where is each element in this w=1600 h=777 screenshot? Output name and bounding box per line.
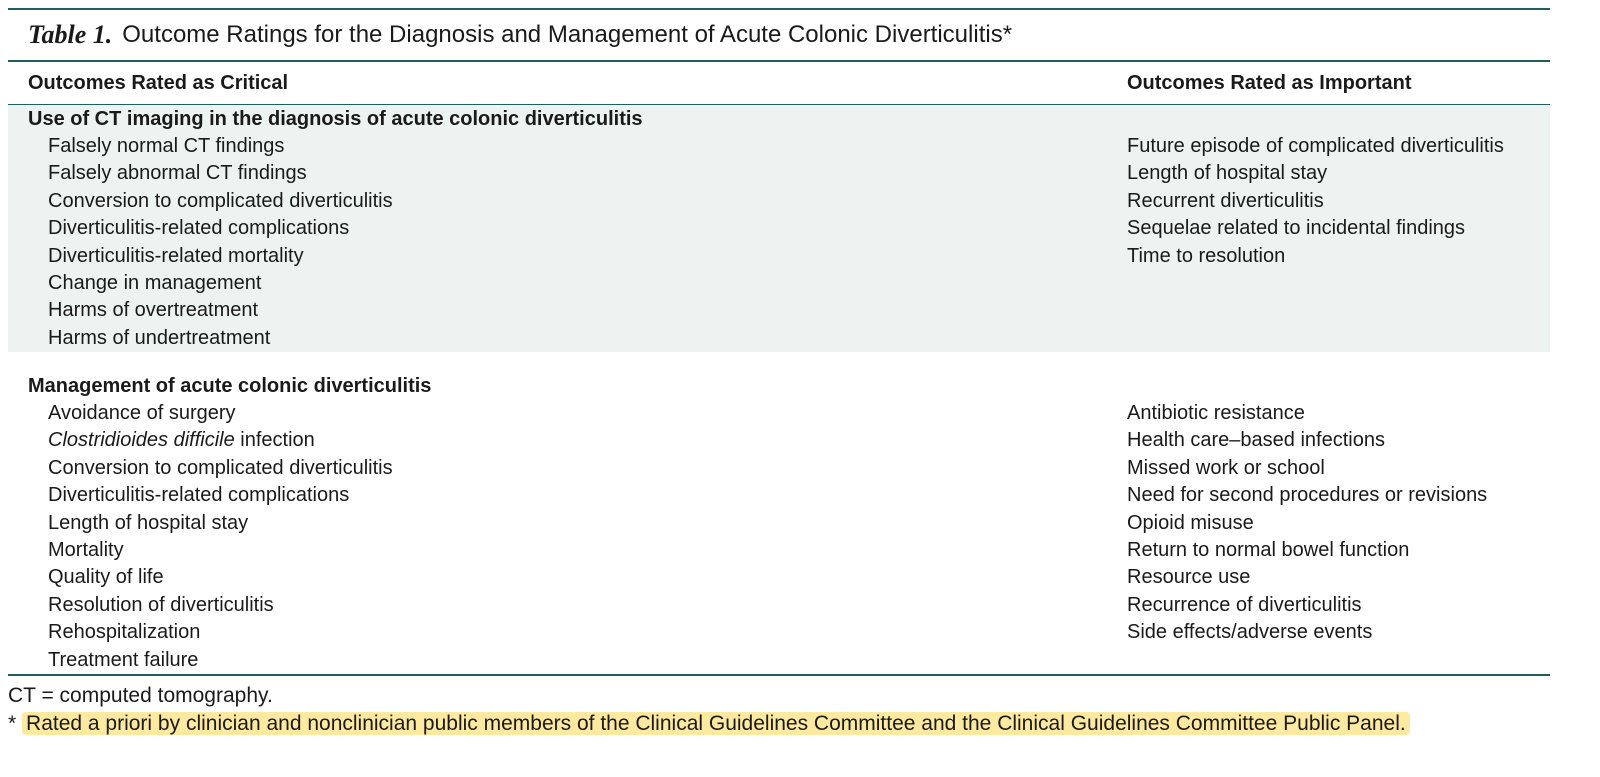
highlighted-note-text: Rated a priori by clinician and nonclinician public members of the Clinical Guidelines Committee and the Clinical Guidelines Committee Public Panel. <box>22 712 1410 735</box>
section-ct-imaging <box>8 105 1550 352</box>
important-outcomes-list <box>1127 133 1504 270</box>
list-item: Falsely abnormal CT findings <box>48 162 307 185</box>
list-item: Future episode of complicated diverticulitis <box>1127 135 1504 157</box>
list-item: Missed work or school <box>1127 456 1325 479</box>
list-item: Falsely normal CT findings <box>48 135 285 157</box>
header-important: Outcomes Rated as Important <box>1127 72 1412 94</box>
list-item: Health care–based infections <box>1127 429 1385 452</box>
italic-organism-name: Clostridioides difficile <box>48 429 235 452</box>
table-footnotes <box>8 676 1550 738</box>
section-management <box>8 372 1550 674</box>
section-title: Management of acute colonic diverticulitis <box>28 375 432 397</box>
list-item: Recurrence of diverticulitis <box>1127 593 1362 616</box>
list-item: Avoidance of surgery <box>48 402 236 424</box>
asterisk-note <box>8 710 1550 738</box>
header-row <box>8 62 1550 104</box>
critical-outcomes-list <box>48 400 393 674</box>
table-title: Outcome Ratings for the Diagnosis and Management of Acute Colonic Diverticulitis* <box>122 21 1013 48</box>
table-caption <box>8 10 1550 60</box>
section-title: Use of CT imaging in the diagnosis of acute colonic diverticulitis <box>28 108 643 130</box>
list-item: Length of hospital stay <box>1127 162 1328 185</box>
list-item: Need for second procedures or revisions <box>1127 484 1488 507</box>
important-outcomes-list <box>1127 400 1487 647</box>
asterisk-mark: * <box>8 712 17 735</box>
list-item: Quality of life <box>48 566 164 589</box>
plain-suffix: infection <box>234 429 315 452</box>
list-item: Diverticulitis-related complications <box>48 484 350 507</box>
list-item: Resource use <box>1127 566 1251 589</box>
list-item: Conversion to complicated diverticulitis <box>48 456 393 479</box>
list-item: Diverticulitis-related complications <box>48 217 350 240</box>
abbreviation-note: CT = computed tomography. <box>8 684 273 707</box>
header-critical: Outcomes Rated as Critical <box>28 72 289 94</box>
outcome-ratings-table <box>8 8 1550 738</box>
list-item: Conversion to complicated diverticulitis <box>48 189 393 212</box>
critical-outcomes-list <box>48 133 393 352</box>
list-item: Harms of undertreatment <box>48 326 271 349</box>
list-item: Opioid misuse <box>1127 511 1254 534</box>
section-spacer <box>8 352 1550 372</box>
list-item-c-difficile <box>48 427 393 454</box>
list-item: Antibiotic resistance <box>1127 402 1305 424</box>
list-item: Resolution of diverticulitis <box>48 593 274 616</box>
list-item: Length of hospital stay <box>48 511 249 534</box>
list-item: Return to normal bowel function <box>1127 538 1410 561</box>
list-item: Side effects/adverse events <box>1127 621 1373 644</box>
list-item: Recurrent diverticulitis <box>1127 189 1324 212</box>
list-item: Mortality <box>48 538 124 561</box>
list-item: Harms of overtreatment <box>48 299 259 322</box>
list-item: Treatment failure <box>48 648 199 671</box>
list-item: Sequelae related to incidental findings <box>1127 217 1466 240</box>
list-item: Time to resolution <box>1127 244 1286 267</box>
list-item: Diverticulitis-related mortality <box>48 244 304 267</box>
list-item: Rehospitalization <box>48 621 201 644</box>
table-label: Table 1. <box>28 20 113 49</box>
list-item: Change in management <box>48 271 262 294</box>
